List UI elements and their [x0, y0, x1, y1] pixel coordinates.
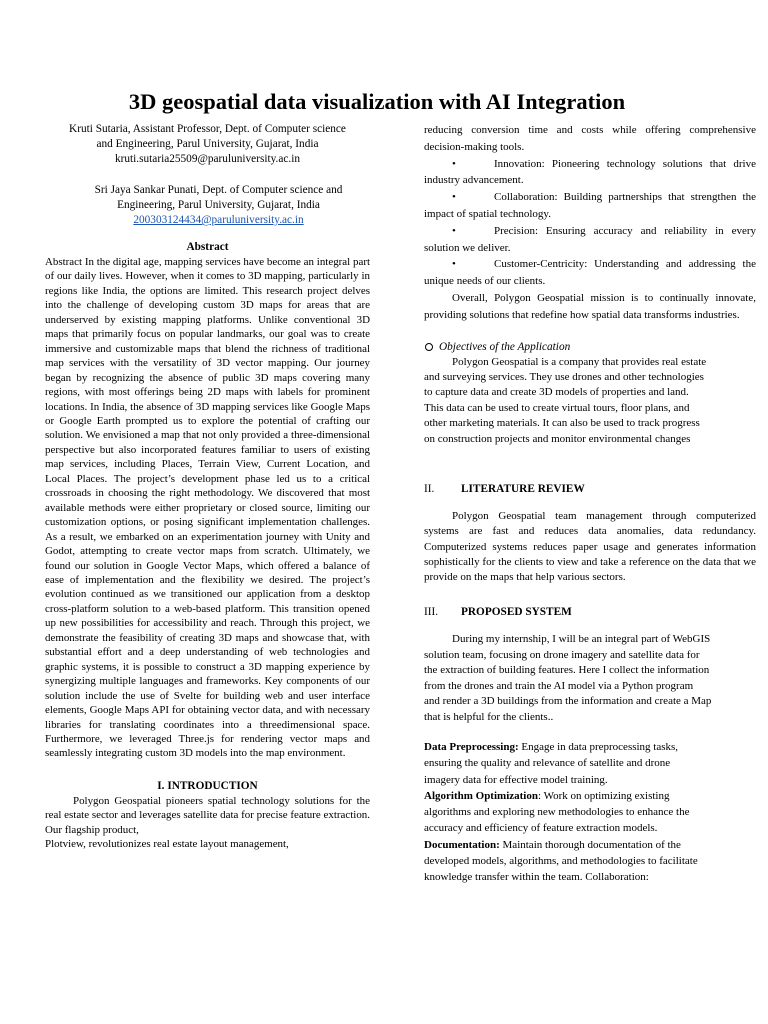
item-data-preprocessing: Data Preprocessing: Engage in data preprocessing tasks, ensuring the quality and relevance of satellite and drone imagery data for effective model training.	[424, 740, 679, 786]
author-block-1	[45, 122, 370, 167]
author-1-line-2: and Engineering, Parul University, Gujarat, India	[96, 138, 319, 150]
bullet-dot: •	[452, 224, 456, 237]
author-1-email: kruti.sutaria25509@paruluniversity.ac.in	[114, 153, 301, 165]
right-column	[424, 122, 756, 886]
bullet-collaboration: • Collaboration: Building partnerships that strengthen the impact of spatial technology.	[424, 191, 756, 220]
objectives-text: Polygon Geospatial is a company that provides real estate and surveying services. They use drones and other technologies to capture data and create 3D models of properties and land. This data can be used to create virtual tours, floor plans, and other marketing materials. It can also be used to track progress on construction projects and monitor environmental changes	[424, 355, 707, 445]
bullet-dot: •	[452, 258, 456, 271]
introduction-last-line: Plotview, revolutionizes real estate layout management,	[45, 838, 289, 851]
author-2-line-1: Sri Jaya Sankar Punati, Dept. of Computer science and	[94, 184, 343, 196]
author-2-line-2: Engineering, Parul University, Gujarat, India	[117, 199, 320, 211]
literature-review-heading: II. LITERATURE REVIEW	[424, 483, 585, 495]
bullet-customer-centricity: • Customer-Centricity: Understanding and addressing the unique needs of our clients.	[424, 258, 756, 288]
bullet-innovation: • Innovation: Pioneering technology solutions that drive industry advancement.	[424, 157, 756, 187]
introduction-text: Polygon Geospatial pioneers spatial technology solutions for the real estate sector and leverages satellite data for precise feature extraction. Our flagship product,	[45, 794, 370, 836]
author-block-2	[45, 183, 370, 228]
abstract-text: Abstract In the digital age, mapping services have become an integral part of our daily lives. However, when it comes to 3D mapping, particularly in regions like India, the options are limited. This research project delves into the challenge of developing custom 3D maps for areas that are underserved by existing mapping platforms. Unlike conventional 3D maps that primarily focus on popular landmarks, our goal was to create immersive and customizable maps that blend the richness of traditional map services with the versatility of 3D vector mapping. Our journey began by recognizing the absence of public 3D maps covering many regions, with most offerings being 2D maps with labels for prominent locations. In India, the absence of 3D mapping services like Google Maps or Google Earth prompted us to explore the potential of crafting our solution. We envisioned a map that not only provided a three-dimensional perspective but also incorporated features familiar to users of existing map services, including Places, Terrain View, Current Location, and Local Places. The project’s development phase led us to a critical crossroads in choosing the right methodology. We discovered that most available methods were either proprietary or closed source, limiting our customization options, or posing significant implementation challenges. As a result, we embarked on an experimentation journey with Unity and Godot, attempting to create vector maps from scratch. Ultimately, we found our solution in Google Vector Maps, which offered a balance of ease of implementation and the flexibility we desired. The project’s evolution continued as we transitioned our application from a desktop cross-platform solution to a web-based platform. This transition opened up new possibilities for accessibility and reach. Through this project, we demonstrate the feasibility of creating 3D maps and showcase that, with substantial effort and a deep understanding of web technologies and graphic systems, it is possible to construct a 3D mapping experience by synergizing multiple languages and frameworks. Key components of our solution include the use of Svelte for building web and user interface elements, Google Maps API for obtaining vector data, and with necessary libraries for translating coordinates into a threedimensional space. Furthermore, we leveraged Three.js for rendering vector maps and seamlessly integrating custom 3D models into the map environment.	[45, 256, 370, 760]
item-algorithm-optimization: Algorithm Optimization: Work on optimizing existing algorithms and exploring new methodologies to enhance the accuracy and efficiency of feature extraction models.	[424, 789, 690, 835]
left-column	[45, 122, 370, 852]
bullet-dot: •	[452, 191, 456, 204]
literature-review-text: Polygon Geospatial team management through computerized systems are fast and reduces data anomalies, data redundancy. Computerized systems reduces paper usage and generates information sophistically for the clients to view and take a reference on the data that we provide on the maps that help various sectors.	[424, 510, 756, 584]
overall-mission-text: Overall, Polygon Geospatial mission is to continually innovate, providing solutions that redefine how spatial data transforms industries.	[424, 291, 756, 321]
bullet-dot: •	[452, 157, 456, 170]
proposed-system-text: During my internship, I will be an integral part of WebGIS solution team, focusing on drone imagery and satellite data for the extraction of building features. Here I collect the information from the drones and train the AI model via a Python program and render a 3D buildings from the information and create a Map that is helpful for the clients..	[424, 633, 712, 723]
paper-title: 3D geospatial data visualization with AI Integration	[128, 89, 626, 114]
objectives-heading: Objectives of the Application	[424, 340, 756, 355]
continuation-text: reducing conversion time and costs while offering comprehensive decision-making tools.	[424, 124, 756, 153]
author-1-line-1: Kruti Sutaria, Assistant Professor, Dept. of Computer science	[69, 123, 346, 135]
circle-bullet-icon	[425, 343, 433, 351]
introduction-heading: I. INTRODUCTION	[157, 779, 258, 792]
author-2-email-link[interactable]: 200303124434@paruluniversity.ac.in	[133, 214, 304, 226]
item-documentation: Documentation: Maintain thorough documentation of the developed models, algorithms, and methodologies to facilitate knowledge transfer within the team. Collaboration:	[424, 838, 698, 884]
proposed-system-heading: III. PROPOSED SYSTEM	[424, 606, 572, 619]
bullet-precision: • Precision: Ensuring accuracy and reliability in every solution we deliver.	[424, 224, 756, 254]
abstract-heading: Abstract	[186, 241, 229, 253]
